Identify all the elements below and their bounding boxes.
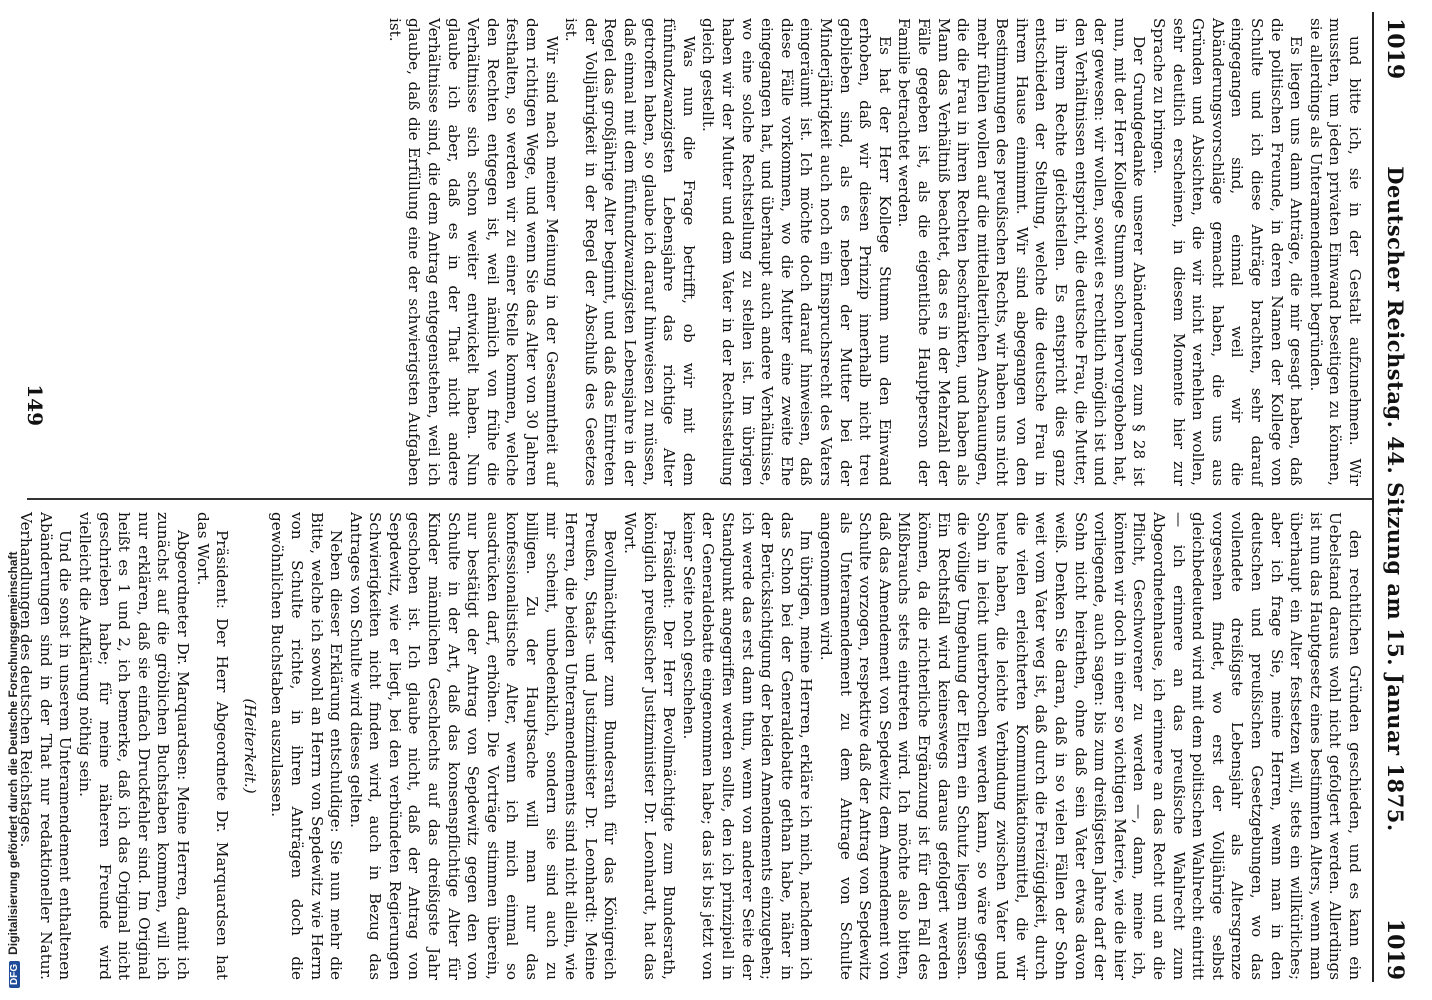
paragraph: und bitte ich, sie in der Gestalt aufzunehmen. Wir mussten, um jeden privaten Einwand beseitigen zu können, sie allerdings als Unteramendement begründen.: [1306, 18, 1364, 486]
column-divider: [27, 498, 1372, 500]
credit-text: Digitalisierung gefördert durch die Deutsche Forschungsgemeinschaft: [6, 551, 20, 955]
header-rule: [1372, 12, 1374, 982]
paragraph: Bevollmächtigter zum Bundesrath für das Königreich Preußen, Staats- und Justizminister Dr. Leonhardt: Meine Herren, die beiden Unteramendements sind nicht allein, wie mir scheint, unbedenklich, sondern sie sind auch zu billigen. Zu der Hauptsache will man nur das konfessionalistische Alter, wenn ich mich einmal so ausdrücken darf, erhöhen. Die Vorträge stimmen überein, nur bestätigt der Antrag von Sepdewitz gegen den von Schulte in der Art, daß das konsenspflichtige Alter für Kinder männlichen Geschlechts auf das dreißigste Jahr geschoben ist. Ich glaube nicht, daß der Antrag von Sepdewitz, wie er liegt, bei den verbündeten Regierungen Schwierigkeiten nicht finden wird, auch in Bezug das Antrages von Schulte wird dieses gelten.: [346, 512, 620, 980]
paragraph: Neben dieser Erklärung entschuldige: Sie nun mehr die Bitte, welche ich sowohl an Herrn von Sepdewitz wie Herrn von Schulte richte, in ihren Anträgen doch die gewöhnlichen Buchstaben auszulassen.: [268, 512, 346, 980]
paragraph: den rechtlichen Gründen geschieden, und es kann ein Uebelstand daraus wohl nicht gefolgert werden. Allerdings ist nun das Hauptgesetz eines bestimmten Alters, wenn man überhaupt ein Alter festsetzen will, stets ein willkürliches; aber ich frage Sie, meine Herren, wenn man in den deutschen und preußischen Gesetzgebungen, wo das vollendete dreißigste Lebensjahr als Altersgrenze vorgesehen findet, wo erst der Volljährige selbst gleichbedeutend wird mit dem politischen Wahlrecht eintritt — ich erinnere an das preußische Wahlrecht zum Abgeordnetenhause, ich erinnere an das Recht und an die Pflicht, Geschworener zu werden —, dann, meine ich, könnten wir doch in einer so wichtigen Materie, wie die hier vorliegende, auch sagen: bis zum dreißigsten Jahre darf der Sohn nicht heirathen, ohne daß sein Vater etwas davon weiß. Denken Sie daran, daß in so vielen Fällen der Sohn weit vom Vater weg ist, daß durch die Freizügigkeit, durch die vielen erleichterten Kommunikationsmittel, die wir heute haben, die leichte Verbindung zwischen Vater und Sohn in leicht unterbrochen werden kann, so wäre gegen die völlige Umgehung der Eltern ein Schutz liegen müssen. Ein Rechtsfall wird keineswegs daraus gefolgert werden können, da die richterliche Ergänzung ist für den Fall des Mißbrauchs stets eintreten wird. Ich möchte also bitten, daß das Amendement von Sepdewitz dem Amendement von Schulte vorzogen, respektive daß der Antrag von Sepdewitz als Unteramendement zu dem Antrage von Schulte angenommen wird.: [816, 512, 1364, 980]
paragraph: Was nun die Frage betrifft, ob wir mit dem fünfundzwanzigsten Lebensjahre das richtige Alter getroffen haben, so glaube ich darauf hinweisen zu müssen, daß einmal mit dem fünfundzwanzigsten Lebensjahre in der Regel das großjährige Alter beginnt, und daß das Eintreten der Volljährigkeit in der Regel der Abschluß des Gesetzes ist.: [562, 18, 698, 486]
bottom-page-number: 149: [22, 384, 47, 426]
text-column-left: [24, 18, 1364, 486]
dfg-logo: DFG: [9, 961, 20, 988]
paragraph: Es liegen uns dann Anträge, die mir gesagt haben, daß die politischen Freunde, in deren Namen der Kollege von Schulte und ich diese Anträge brachten, sehr darauf eingegangen sind, einmal weil wir die Abänderungsvorschläge gemacht haben, die uns aus Gründen und Absichten, die wir nicht verhehlen wollen, sehr deutlich erscheinen, in diesem Momente hier zur Sprache zu bringen.: [1150, 18, 1306, 486]
paragraph: Wir sind nach meiner Meinung in der Gesammtheit auf dem richtigen Wege, und wenn Sie das Alter von 30 Jahren festhalten, so werden wir zu einer Stelle kommen, welche den Rechten entgegen ist, weil nämlich von frühe die Verhältnisse sich schon weiter entwickelt haben. Nun glaube ich aber, daß es in der That nicht andere Verhältnisse sind, die dem Antrag entgegenstehen, weil ich glaube, daß die Erfüllung eine der schwierigsten Aufgaben ist.: [385, 18, 561, 486]
paragraph: Abgeordneter Dr. Marquardsen: Meine Herren, damit ich zunächst auf die gröblichen Buchstaben kommen, will ich nur erklären, daß sie einfach Druckfehler sind. Im Original heißt es 1 und 2, ich bemerke, daß ich das Original nicht geschrieben habe; für meine näheren Freunde wird vielleicht die Aufklärung nöthig sein.: [76, 512, 192, 980]
page-header: [1382, 18, 1410, 980]
paragraph: Präsident: Der Herr Abgeordnete Dr. Marquardsen hat das Wort.: [193, 512, 232, 980]
paragraph: Präsident: Der Herr Bevollmächtigte zum Bundesrath, königlich preußischer Justizminister Dr. Leonhardt, hat das Wort.: [621, 512, 679, 980]
paragraph: Es hat der Herr Kollege Stumm nun den Einwand erhoben, daß wir diesen Prinzip innerhalb nicht treu geblieben sind, als es neben der Mutter bei der Minderjährigkeit auch noch ein Einspruchsrecht des Vaters eingeräumt ist. Ich möchte doch darauf hinweisen, daß diese Fälle vorkommen, wo die Mutter eine zweite Ehe eingegangen hat, und überhaupt auch andere Verhältnisse, wo eine solche Rechtstellung zu stellen ist. Im übrigen haben wir der Mutter und dem Vater in der Rechtsstellung gleich gestellt.: [699, 18, 894, 486]
paragraph: Und die sonst in unserem Unteramendement enthaltenen Abänderungen sind in der That nur redaktioneller Natur. Verhandlungen des deutschen Reichstages.: [17, 512, 75, 980]
page-number-left: 1019: [1382, 18, 1408, 80]
text-column-right: [17, 512, 1364, 980]
page-title: Deutscher Reichstag. 44. Sitzung am 15. Januar 1875.: [1383, 166, 1408, 832]
paragraph: Der Grundgedanke unserer Abänderungen zum § 28 ist nun, mit der Herr Kollege Stumm schon hervorgehoben hat, der gewesen: wir wollen, soweit es rechtlich möglich ist und den Verhältnissen entspricht, die deutsche Frau, die Mutter, in ihrem Rechte gleichstellen. Es entspricht dies ganz entschieden der Stellung, welche die deutsche Frau in ihrem Hause einnimmt. Wir sind abgegangen von den Bestimmungen des preußischen Rechts, wir haben uns nicht mehr fühlen wollen auf die mittelalterlichen Anschauungen, die die Frau in ihren Rechten beschränkten, und haben als Mann das Verhältniß beachtet, das es in der Mehrzahl der Fälle gegeben ist, als die eigentliche Hauptperson der Familie betrachtet werden.: [895, 18, 1149, 486]
digitization-credit: [6, 551, 20, 988]
applause-note: (Heiterkeit.): [240, 698, 259, 794]
page-number-right: 1019: [1382, 918, 1408, 980]
paragraph: Im übrigen, meine Herren, erkläre ich mich, nachdem ich das Schon bei der Generaldebatte gethan habe, näher in der Berücksichtigung der beiden Amendements einzugehen; ich werde das erst dann thun, wenn von anderer Seite der Standpunkt angegriffen werden sollte, den ich prinzipiell in der Generaldebatte eingenommen habe; das ist bis jetzt von keiner Seite noch geschehen.: [679, 512, 816, 980]
